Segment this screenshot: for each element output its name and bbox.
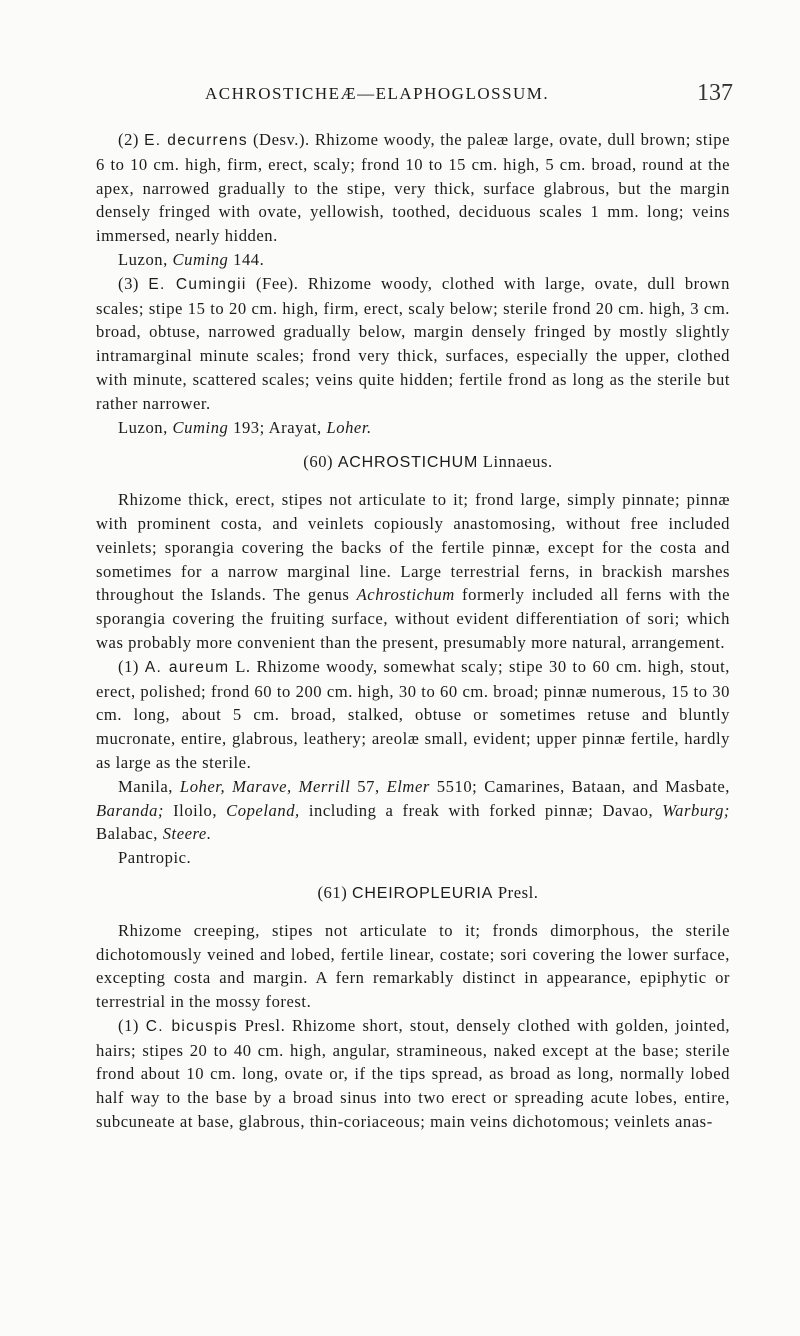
genus-description: Rhizome thick, erect, stipes not articulate to it; frond large, simply pinnate; pinnæ with prominent costa, and veinlets copiously anastomosing, without free included veinlets; sporangia covering the backs of the fertile pinnæ, except for the costa and sometimes for a narrow marginal line. Large terrestrial ferns, in brackish marshes throughout the Islands. The genus Achrostichum formerly included all ferns with the sporangia covering the fruiting surface, without evident differentiation of sori; which was probably more convenient than the present, presumably more natural, arrangement. [96, 490, 731, 652]
collector: Cuming [172, 249, 229, 269]
species-authority: (Desv.). [252, 130, 310, 149]
species-number: (1) [118, 656, 139, 676]
species-name: E. Cumingii [148, 275, 247, 293]
species-range: Pantropic. [118, 848, 192, 868]
species-description: Rhizome woody, clothed with large, ovate, dull brown scales; stipe 15 to 20 cm. high, firm, erect, scaly below; sterile frond 20 cm. high, 3 cm. broad, obtuse, narrowed gradually below, margin densely fringed by mostly slightly intramarginal minute scales; frond very thick, surfaces, especially the upper, clothed with minute, scattered scales; veins quite hidden; fertile frond as long as the sterile but rather narrower. [96, 273, 730, 413]
species-entry-aureum [96, 655, 730, 775]
species-entry-bicuspis [96, 1014, 730, 1134]
genus-heading-cheiropleuria: (61) CHEIROPLEURIA Presl. [317, 882, 539, 902]
species-name: C. bicuspis [145, 1017, 238, 1035]
species-number: (2) [118, 130, 139, 149]
species-description: Rhizome woody, somewhat scaly; stipe 30 to 60 cm. high, stout, erect, polished; frond 60 to 200 cm. high, 30 to 60 cm. broad; pinnæ numerous, 15 to 30 cm. long, about 5 cm. broad, stalked, obtuse or sometimes retuse and bluntly mucronate, entire, glabrous, leathery; areolæ small, evident; upper pinnæ fertile, hardly as large as the sterile. [96, 656, 730, 772]
species-authority: L. [235, 656, 251, 676]
collector: Cuming [172, 417, 229, 437]
species-number: (1) [118, 1015, 139, 1035]
species-locality: Luzon, Cuming 193; Arayat, Loher. [118, 417, 372, 437]
species-authority: Presl. [244, 1015, 286, 1035]
body-text [96, 128, 730, 1134]
running-title: ACHROSTICHEÆ—ELAPHOGLOSSUM. [205, 84, 550, 103]
collector: Steere. [162, 824, 212, 844]
genus-name: ACHROSTICHUM [337, 454, 479, 472]
species-description: Rhizome woody, the paleæ large, ovate, dull brown; stipe 6 to 10 cm. high, firm, erect, scaly; frond 10 to 15 cm. high, 5 cm. broad, round at the apex, narrowed gradually to the stipe, very thick, surface glabrous, but the margin densely fringed with ovate, yellowish, toothed, deciduous scales 1 mm. long; veins immersed, nearly hidden. [96, 130, 731, 246]
species-number: (3) [118, 273, 139, 293]
page-number: 137 [697, 80, 733, 106]
species-name: A. aureum [144, 658, 230, 676]
collector: Loher, Marave, Merrill [179, 776, 351, 796]
collector: Baranda; [96, 800, 165, 820]
species-locality: Manila, Loher, Marave, Merrill 57, Elmer 5510; Camarines, Bataan, and Masbate, Baranda; Iloilo, Copeland, including a freak with forked pinnæ; Davao, Warburg; Balabac, Steere. [96, 776, 730, 844]
species-locality: Luzon, Cuming 144. [118, 249, 265, 269]
species-name: E. decurrens [144, 132, 248, 149]
genus-heading-achrostichum: (60) ACHROSTICHUM Linnaeus. [303, 452, 553, 472]
page-header [0, 80, 800, 120]
genus-description: Rhizome creeping, stipes not articulate to it; fronds dimorphous, the sterile dichotomously veined and lobed, fertile linear, costate; sori covering the lower surface, excepting costa and margin. A fern remarkably distinct in appearance, epiphytic or terrestrial in the mossy forest. [96, 920, 730, 1012]
collector: Warburg; [662, 800, 730, 820]
species-entry-cumingii [96, 272, 730, 416]
species-description: Rhizome short, stout, densely clothed with golden, jointed, hairs; stipes 20 to 40 cm. high, angular, stramineous, naked except at the base; sterile frond about 10 cm. long, ovate or, if the tips spread, as broad as long, normally lobed half way to the base by a broad sinus into two erect or spreading acute lobes, entire, subcuneate at base, glabrous, thin-coriaceous; main veins dichotomous; veinlets anas- [96, 1015, 731, 1132]
collector: Copeland, [226, 800, 300, 820]
species-authority: (Fee). [255, 273, 299, 293]
collector: Loher. [326, 417, 372, 437]
genus-name: CHEIROPLEURIA [352, 884, 494, 902]
species-entry-decurrens [96, 128, 730, 248]
collector: Elmer [386, 776, 430, 796]
